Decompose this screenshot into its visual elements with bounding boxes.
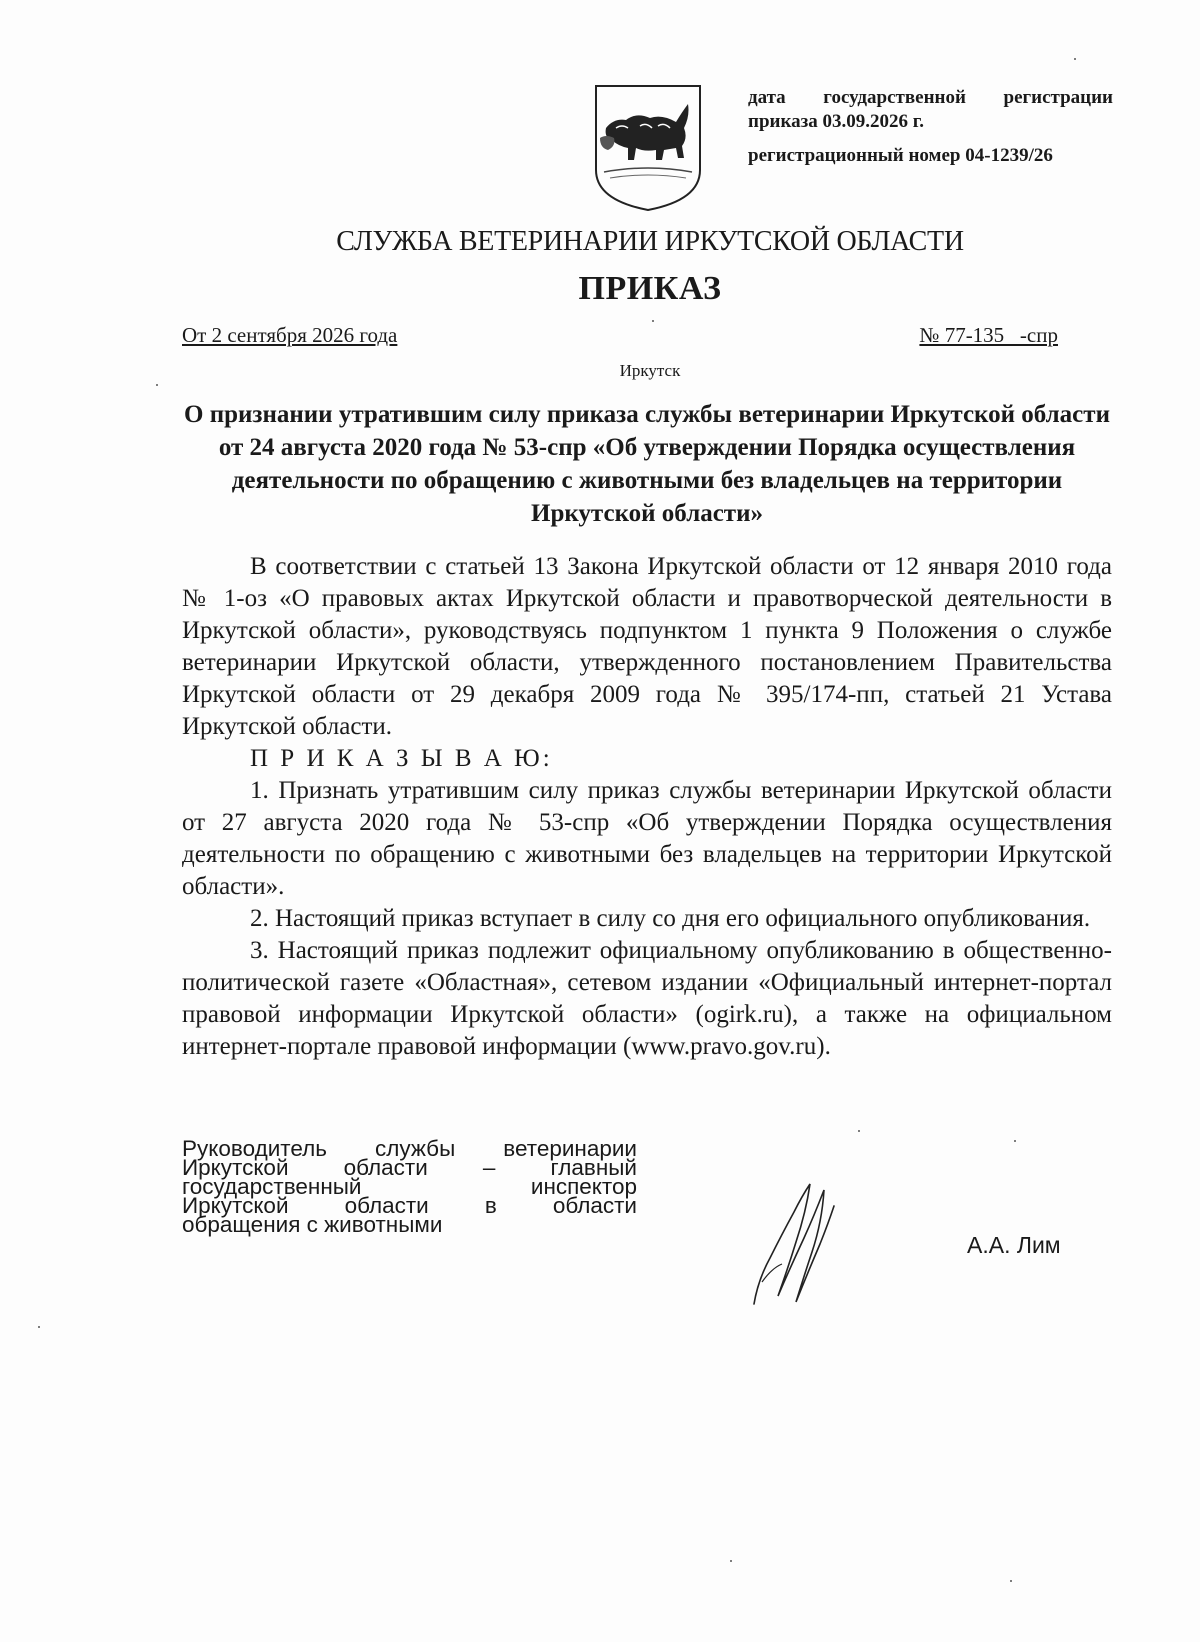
order-item-3: 3. Настоящий приказ подлежит официальному опубликованию в общественно-политической газете «Областная», сетевом издании «Официальный интернет-портал правовой информации Иркутской области» (ogirk.ru), а также на официальном интернет-портале правовой информации (www.pravo.gov.ru). [182,937,1112,1060]
signatory-position [182,1136,637,1237]
scan-speck [652,320,654,322]
document-number: № 77-135 -спр [919,323,1058,347]
order-item-2: 2. Настоящий приказ вступает в силу со дня его официального опубликования. [250,905,1091,932]
scan-speck [1010,1580,1012,1582]
order-item-1: 1. Признать утратившим силу приказ службы ветеринарии Иркутской области от 27 августа 2020 года № 53-спр «Об утверждении Порядка осуществления деятельности по обращению с животными без владельцев на территории Иркутской области». [182,777,1112,900]
document-city: Иркутск [619,361,681,380]
coat-of-arms-icon [592,82,704,214]
position-line: обращения с животными [182,1212,443,1237]
position-line: Руководитель службы ветеринарии [182,1136,637,1161]
handwritten-signature [748,1172,838,1312]
registration-block [748,86,1113,168]
signer-name: А.А. Лим [967,1232,1061,1258]
document-heading: О признании утратившим силу приказа службы ветеринарии Иркутской области от 24 августа 2020 года № 53-спр «Об утверждении Порядка осуществления деятельности по обращению с животными без владельцев на территории Иркутской области» [184,401,1110,527]
scan-speck [858,1130,860,1132]
document-date: От 2 сентября 2026 года [182,323,398,347]
scan-speck [1014,1140,1016,1142]
scan-speck [730,1560,732,1562]
scan-speck [156,384,158,386]
order-word: П Р И К А З Ы В А Ю: [250,745,553,772]
document-body [182,551,1112,1063]
scan-speck [38,1326,40,1328]
registration-number: регистрационный номер 04-1239/26 [748,145,1053,166]
position-line: Иркутской области в области [182,1193,637,1218]
position-line: Иркутской области – главный [182,1155,637,1180]
scan-speck [1074,58,1076,60]
registration-date: приказа 03.09.2026 г. [748,111,924,132]
position-line: государственный инспектор [182,1174,637,1199]
registration-date-label: дата государственной регистрации [748,87,1113,108]
organization-name: СЛУЖБА ВЕТЕРИНАРИИ ИРКУТСКОЙ ОБЛАСТИ [336,226,964,257]
document-type: ПРИКАЗ [578,270,722,307]
preamble-paragraph: В соответствии с статьей 13 Закона Иркутской области от 12 января 2010 года № 1-оз «О правовых актах Иркутской области и правотворческой деятельности в Иркутской области», руководствуясь подпунктом 1 пункта 9 Положения о службе ветеринарии Иркутской области, утвержденного постановлением Правительства Иркутской области от 29 декабря 2009 года № 395/174-пп, статьей 21 Устава Иркутской области. [182,553,1112,740]
